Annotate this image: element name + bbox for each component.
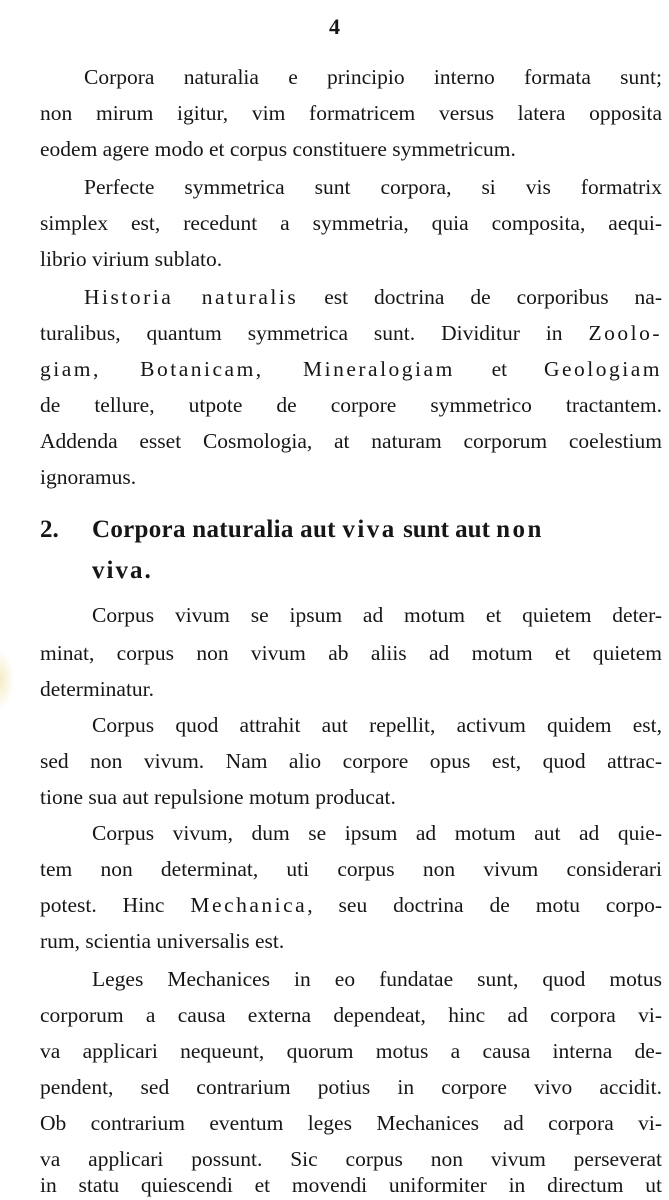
text-line: potest. Hinc Mechanica, seu doctrina de motu corpo-	[40, 893, 662, 917]
text-line: Historia naturalis est doctrina de corporibus na-	[84, 285, 662, 309]
text-line: in statu quiescendi et movendi uniformiter in directum ut	[40, 1173, 662, 1197]
text-line: minat, corpus non vivum ab aliis ad motum et quietem	[40, 641, 662, 665]
text-line: ignoramus.	[40, 465, 137, 489]
spaced-term: Historia naturalis	[84, 285, 299, 309]
spaced-term: giam, Botanicam, Mineralogiam	[40, 357, 455, 381]
text-line: librio virium sublato.	[40, 247, 223, 271]
text-line: sed non vivum. Nam alio corpore opus est, quod attrac-	[40, 749, 662, 773]
paper-stain	[0, 650, 14, 710]
text-line: rum, scientia universalis est.	[40, 929, 285, 953]
text-line: Corpus quod attrahit aut repellit, activum quidem est,	[92, 713, 662, 737]
text-line: pendent, sed contrarium potius in corpore vivo accidit.	[40, 1075, 662, 1099]
section-heading: 2. Corpora naturalia aut viva sunt aut non	[40, 516, 544, 543]
text-line: va applicari nequeunt, quorum motus a causa interna de-	[40, 1039, 662, 1063]
text-line: Leges Mechanices in eo fundatae sunt, quod motus	[92, 967, 662, 991]
spaced-term: Zoolo-	[588, 321, 662, 345]
spaced-term: Mechanica	[190, 893, 308, 917]
text-line: eodem agere modo et corpus constituere symmetricum.	[40, 137, 516, 161]
text-line: tem non determinat, uti corpus non vivum considerari	[40, 857, 662, 881]
text-line: de tellure, utpote de corpore symmetrico tractantem.	[40, 393, 662, 417]
spaced-term: Geologiam	[543, 357, 662, 381]
text-line: Ob contrarium eventum leges Mechanices ad corpora vi-	[40, 1111, 662, 1135]
text-line: Corpus vivum se ipsum ad motum et quietem deter-	[92, 603, 662, 627]
text-line: corporum a causa externa dependeat, hinc ad corpora vi-	[40, 1003, 662, 1027]
page-number: 4	[329, 14, 340, 39]
text-line: non mirum igitur, vim formatricem versus latera opposita	[40, 101, 662, 125]
text-line: Addenda esset Cosmologia, at naturam corporum coelestium	[40, 429, 662, 453]
text-line: giam, Botanicam, Mineralogiam et Geologiam	[40, 357, 662, 381]
text-line: turalibus, quantum symmetrica sunt. Dividitur in Zoolo-	[40, 321, 662, 345]
text-line: va applicari possunt. Sic corpus non vivum perseverat	[40, 1147, 662, 1171]
text-line: Perfecte symmetrica sunt corpora, si vis formatrix	[84, 175, 662, 199]
text-line: determinatur.	[40, 677, 155, 701]
section-heading-continued: viva.	[92, 557, 153, 584]
text-line: tione sua aut repulsione motum producat.	[40, 785, 396, 809]
text-line: Corpus vivum, dum se ipsum ad motum aut ad quie-	[92, 821, 662, 845]
text-line: simplex est, recedunt a symmetria, quia composita, aequi-	[40, 211, 662, 235]
text-line: Corpora naturalia e principio interno formata sunt;	[84, 65, 662, 89]
section-number: 2.	[40, 516, 59, 543]
